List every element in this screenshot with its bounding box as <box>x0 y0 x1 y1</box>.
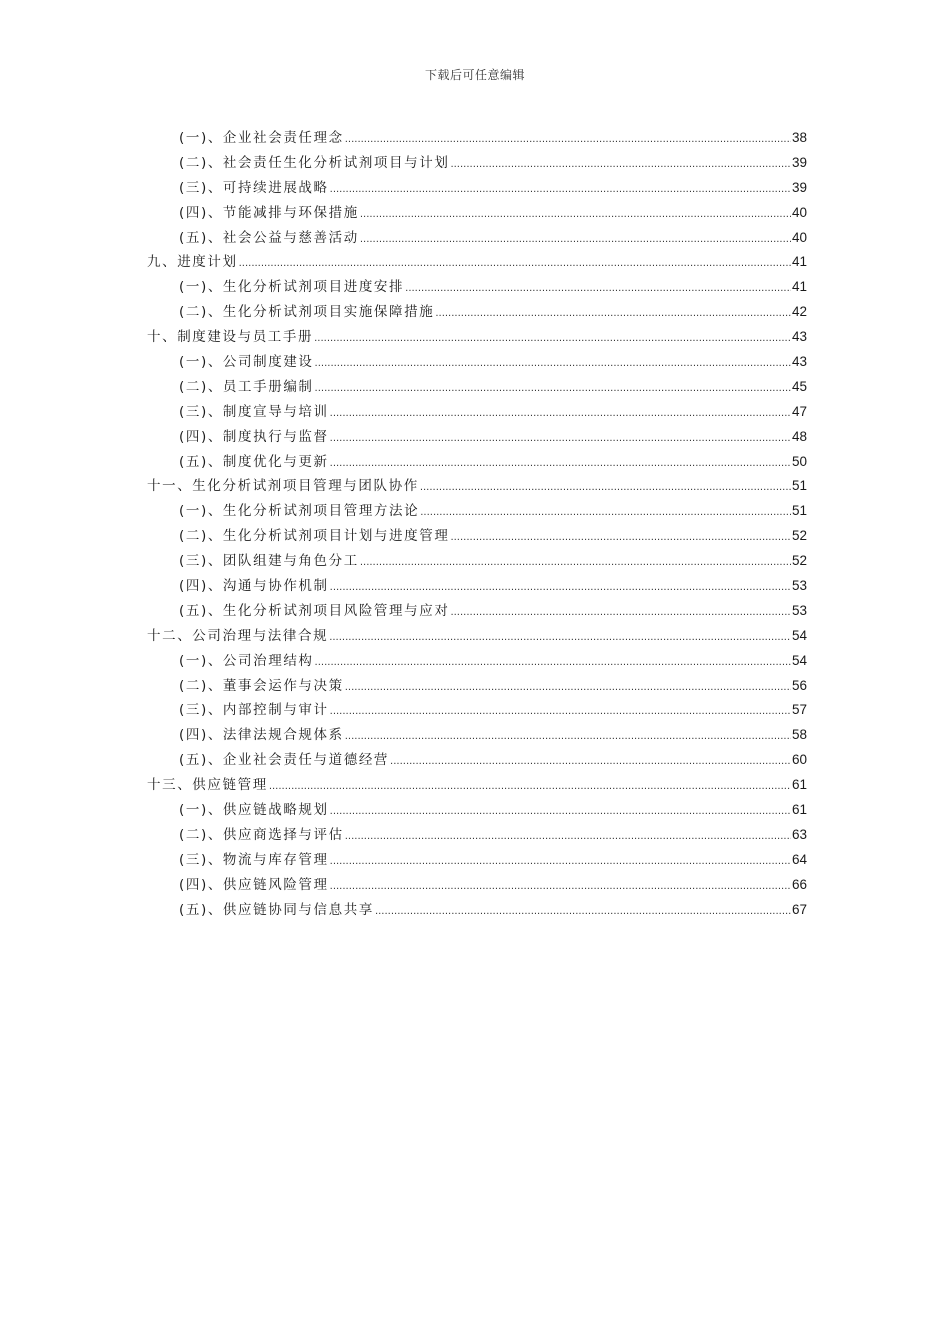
toc-page-number: 52 <box>791 553 807 569</box>
toc-entry-title: (五)、社会公益与慈善活动 <box>179 229 359 246</box>
toc-entry-title: (二)、供应商选择与评估 <box>179 826 344 843</box>
toc-dot-leader <box>360 551 791 576</box>
toc-entry-title: (一)、生化分析试剂项目管理方法论 <box>179 503 420 520</box>
toc-dot-leader <box>435 302 791 327</box>
toc-entry-title: (二)、生化分析试剂项目实施保障措施 <box>179 304 435 321</box>
toc-section-entry[interactable] <box>147 649 807 674</box>
toc-dot-leader <box>420 501 791 526</box>
toc-dot-leader <box>360 228 791 253</box>
toc-dot-leader <box>330 402 791 427</box>
toc-page-number: 54 <box>791 652 807 668</box>
toc-entry-title: (四)、节能减排与环保措施 <box>179 204 359 221</box>
toc-page-number: 67 <box>791 901 807 917</box>
toc-page-number: 57 <box>791 702 807 718</box>
toc-section-entry[interactable] <box>147 450 807 475</box>
toc-entry-title: (二)、社会责任生化分析试剂项目与计划 <box>179 154 450 171</box>
toc-page-number: 53 <box>791 578 807 594</box>
toc-page-number: 48 <box>791 428 807 444</box>
toc-dot-leader <box>315 377 791 402</box>
toc-page-number: 66 <box>791 876 807 892</box>
toc-section-entry[interactable] <box>147 873 807 898</box>
toc-section-entry[interactable] <box>147 226 807 251</box>
toc-dot-leader <box>330 576 791 601</box>
toc-entry-title: (二)、生化分析试剂项目计划与进度管理 <box>179 528 450 545</box>
toc-page-number: 40 <box>791 204 807 220</box>
toc-entry-title: 十、制度建设与员工手册 <box>147 329 314 346</box>
toc-dot-leader <box>329 626 791 651</box>
toc-entry-title: (四)、制度执行与监督 <box>179 428 329 445</box>
toc-dot-leader <box>450 601 791 626</box>
toc-chapter-entry[interactable] <box>147 474 807 499</box>
toc-entry-title: (一)、供应链战略规划 <box>179 802 329 819</box>
toc-section-entry[interactable] <box>147 126 807 151</box>
toc-dot-leader <box>314 327 791 352</box>
toc-dot-leader <box>269 775 791 800</box>
toc-chapter-entry[interactable] <box>147 773 807 798</box>
toc-entry-title: (二)、董事会运作与决策 <box>179 677 344 694</box>
toc-dot-leader <box>330 800 791 825</box>
toc-section-entry[interactable] <box>147 748 807 773</box>
toc-dot-leader <box>450 153 791 178</box>
toc-entry-title: (三)、内部控制与审计 <box>179 702 329 719</box>
toc-entry-title: (三)、团队组建与角色分工 <box>179 553 359 570</box>
toc-page-number: 63 <box>791 826 807 842</box>
toc-section-entry[interactable] <box>147 151 807 176</box>
toc-entry-title: 十一、生化分析试剂项目管理与团队协作 <box>147 478 419 495</box>
toc-section-entry[interactable] <box>147 574 807 599</box>
toc-chapter-entry[interactable] <box>147 250 807 275</box>
toc-dot-leader <box>330 452 791 477</box>
toc-entry-title: (四)、法律法规合规体系 <box>179 727 344 744</box>
toc-dot-leader <box>239 252 791 277</box>
toc-page-number: 53 <box>791 602 807 618</box>
toc-page-number: 42 <box>791 304 807 320</box>
toc-page-number: 43 <box>791 329 807 345</box>
toc-entry-title: (二)、员工手册编制 <box>179 378 314 395</box>
toc-entry-title: (一)、企业社会责任理念 <box>179 130 344 146</box>
toc-section-entry[interactable] <box>147 848 807 873</box>
toc-section-entry[interactable] <box>147 798 807 823</box>
toc-page-number: 39 <box>791 154 807 170</box>
toc-entry-title: 九、进度计划 <box>147 254 238 271</box>
toc-dot-leader <box>360 203 791 228</box>
toc-page-number: 52 <box>791 528 807 544</box>
toc-dot-leader <box>315 651 791 676</box>
toc-dot-leader <box>345 825 791 850</box>
toc-page-number: 40 <box>791 229 807 245</box>
toc-section-entry[interactable] <box>147 549 807 574</box>
toc-dot-leader <box>345 676 791 701</box>
toc-chapter-entry[interactable] <box>147 325 807 350</box>
toc-section-entry[interactable] <box>147 823 807 848</box>
toc-chapter-entry[interactable] <box>147 624 807 649</box>
toc-dot-leader <box>330 875 791 900</box>
toc-page-number: 51 <box>791 503 807 519</box>
toc-page-number: 56 <box>791 677 807 693</box>
toc-entry-title: (四)、供应链风险管理 <box>179 876 329 893</box>
toc-section-entry[interactable] <box>147 599 807 624</box>
toc-entry-title: (一)、公司制度建设 <box>179 354 314 371</box>
toc-entry-title: (三)、制度宣导与培训 <box>179 403 329 420</box>
toc-section-entry[interactable] <box>147 400 807 425</box>
toc-page-number: 60 <box>791 752 807 768</box>
toc-section-entry[interactable] <box>147 375 807 400</box>
toc-page-number: 54 <box>791 627 807 643</box>
toc-dot-leader <box>345 725 791 750</box>
toc-page-number: 47 <box>791 403 807 419</box>
toc-page-number: 39 <box>791 179 807 195</box>
page-header: 下载后可任意编辑 <box>424 68 525 82</box>
toc-dot-leader <box>405 277 791 302</box>
toc-dot-leader <box>330 700 791 725</box>
toc-section-entry[interactable] <box>147 176 807 201</box>
toc-section-entry[interactable] <box>147 350 807 375</box>
toc-page-number: 61 <box>791 802 807 818</box>
toc-page-number: 38 <box>791 130 807 145</box>
toc-section-entry[interactable] <box>147 275 807 300</box>
toc-section-entry[interactable] <box>147 898 807 923</box>
toc-section-entry[interactable] <box>147 425 807 450</box>
toc-page-number: 58 <box>791 727 807 743</box>
toc-entry-title: (五)、生化分析试剂项目风险管理与应对 <box>179 602 450 619</box>
table-of-contents <box>147 126 807 923</box>
toc-dot-leader <box>345 128 791 153</box>
toc-section-entry[interactable] <box>147 524 807 549</box>
toc-section-entry[interactable] <box>147 723 807 748</box>
toc-entry-title: (一)、生化分析试剂项目进度安排 <box>179 279 405 296</box>
toc-dot-leader <box>330 427 791 452</box>
toc-page-number: 64 <box>791 851 807 867</box>
toc-section-entry[interactable] <box>147 674 807 699</box>
toc-section-entry[interactable] <box>147 300 807 325</box>
toc-page-number: 43 <box>791 354 807 370</box>
toc-dot-leader <box>330 178 791 203</box>
toc-entry-title: (三)、可持续进展战略 <box>179 179 329 196</box>
toc-dot-leader <box>315 352 791 377</box>
toc-page-number: 50 <box>791 453 807 469</box>
toc-entry-title: 十三、供应链管理 <box>147 777 268 794</box>
toc-section-entry[interactable] <box>147 201 807 226</box>
toc-section-entry[interactable] <box>147 499 807 524</box>
toc-dot-leader <box>420 476 791 501</box>
toc-page-number: 45 <box>791 378 807 394</box>
toc-page-number: 51 <box>791 478 807 494</box>
toc-entry-title: 十二、公司治理与法律合规 <box>147 627 329 644</box>
toc-section-entry[interactable] <box>147 698 807 723</box>
toc-entry-title: (一)、公司治理结构 <box>179 652 314 669</box>
toc-page-number: 41 <box>791 279 807 295</box>
toc-page-number: 61 <box>791 777 807 793</box>
toc-entry-title: (四)、沟通与协作机制 <box>179 578 329 595</box>
toc-entry-title: (三)、物流与库存管理 <box>179 851 329 868</box>
toc-entry-title: (五)、企业社会责任与道德经营 <box>179 752 390 769</box>
toc-entry-title: (五)、制度优化与更新 <box>179 453 329 470</box>
toc-dot-leader <box>375 900 791 925</box>
toc-dot-leader <box>450 526 791 551</box>
toc-entry-title: (五)、供应链协同与信息共享 <box>179 901 374 918</box>
toc-page-number: 41 <box>791 254 807 270</box>
toc-dot-leader <box>390 750 791 775</box>
toc-dot-leader <box>330 850 791 875</box>
